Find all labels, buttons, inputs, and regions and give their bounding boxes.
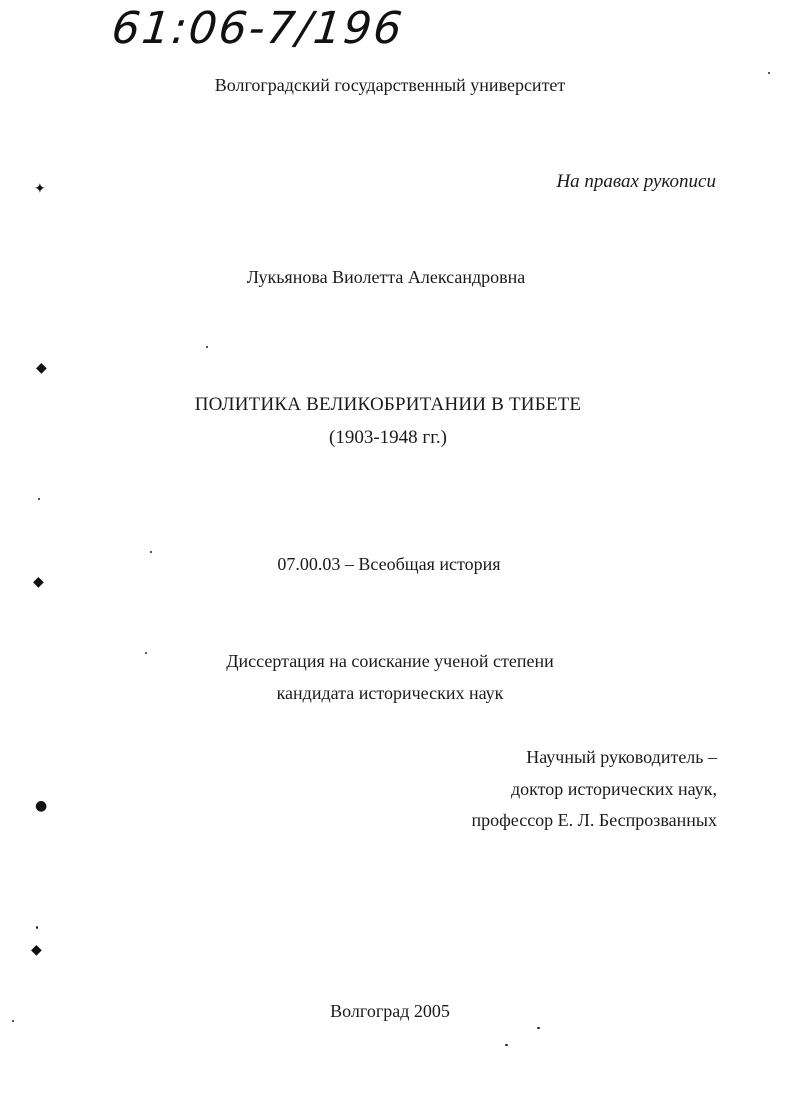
supervisor-name: профессор Е. Л. Беспрозванных <box>471 810 717 830</box>
specialty-code: 07.00.03 – Всеобщая история <box>277 554 501 574</box>
dust-speck <box>150 551 152 553</box>
dust-speck <box>537 1027 540 1029</box>
supervisor-degree: доктор исторических наук, <box>511 779 717 799</box>
dust-speck <box>505 1044 508 1046</box>
dissertation-title: ПОЛИТИКА ВЕЛИКОБРИТАНИИ В ТИБЕТЕ <box>194 394 582 415</box>
dust-speck <box>38 498 40 500</box>
degree-line-2: кандидата исторических наук <box>276 683 504 703</box>
dust-speck <box>206 346 208 348</box>
margin-speck-icon: ◆ <box>31 942 42 958</box>
dust-speck <box>768 72 770 74</box>
dissertation-years: (1903-1948 гг.) <box>329 427 447 448</box>
handwritten-stamp-number: 61:06-7/196 <box>109 3 407 54</box>
margin-speck-icon: ◆ <box>36 360 47 376</box>
degree-line-1: Диссертация на соискание ученой степени <box>226 651 554 671</box>
margin-speck-icon: ✦ <box>34 181 46 197</box>
university-name: Волгоградский государственный университет <box>214 75 566 95</box>
rights-notice: На правах рукописи <box>556 171 716 192</box>
supervisor-role: Научный руководитель – <box>526 747 717 767</box>
dust-speck <box>36 926 38 929</box>
margin-speck-icon: ◆ <box>33 574 44 590</box>
dust-speck <box>12 1020 14 1022</box>
dust-speck <box>145 652 147 654</box>
city-year: Волгоград 2005 <box>330 1001 450 1021</box>
author-name: Лукьянова Виолетта Александровна <box>246 267 526 287</box>
margin-speck-icon: ● <box>35 798 48 814</box>
